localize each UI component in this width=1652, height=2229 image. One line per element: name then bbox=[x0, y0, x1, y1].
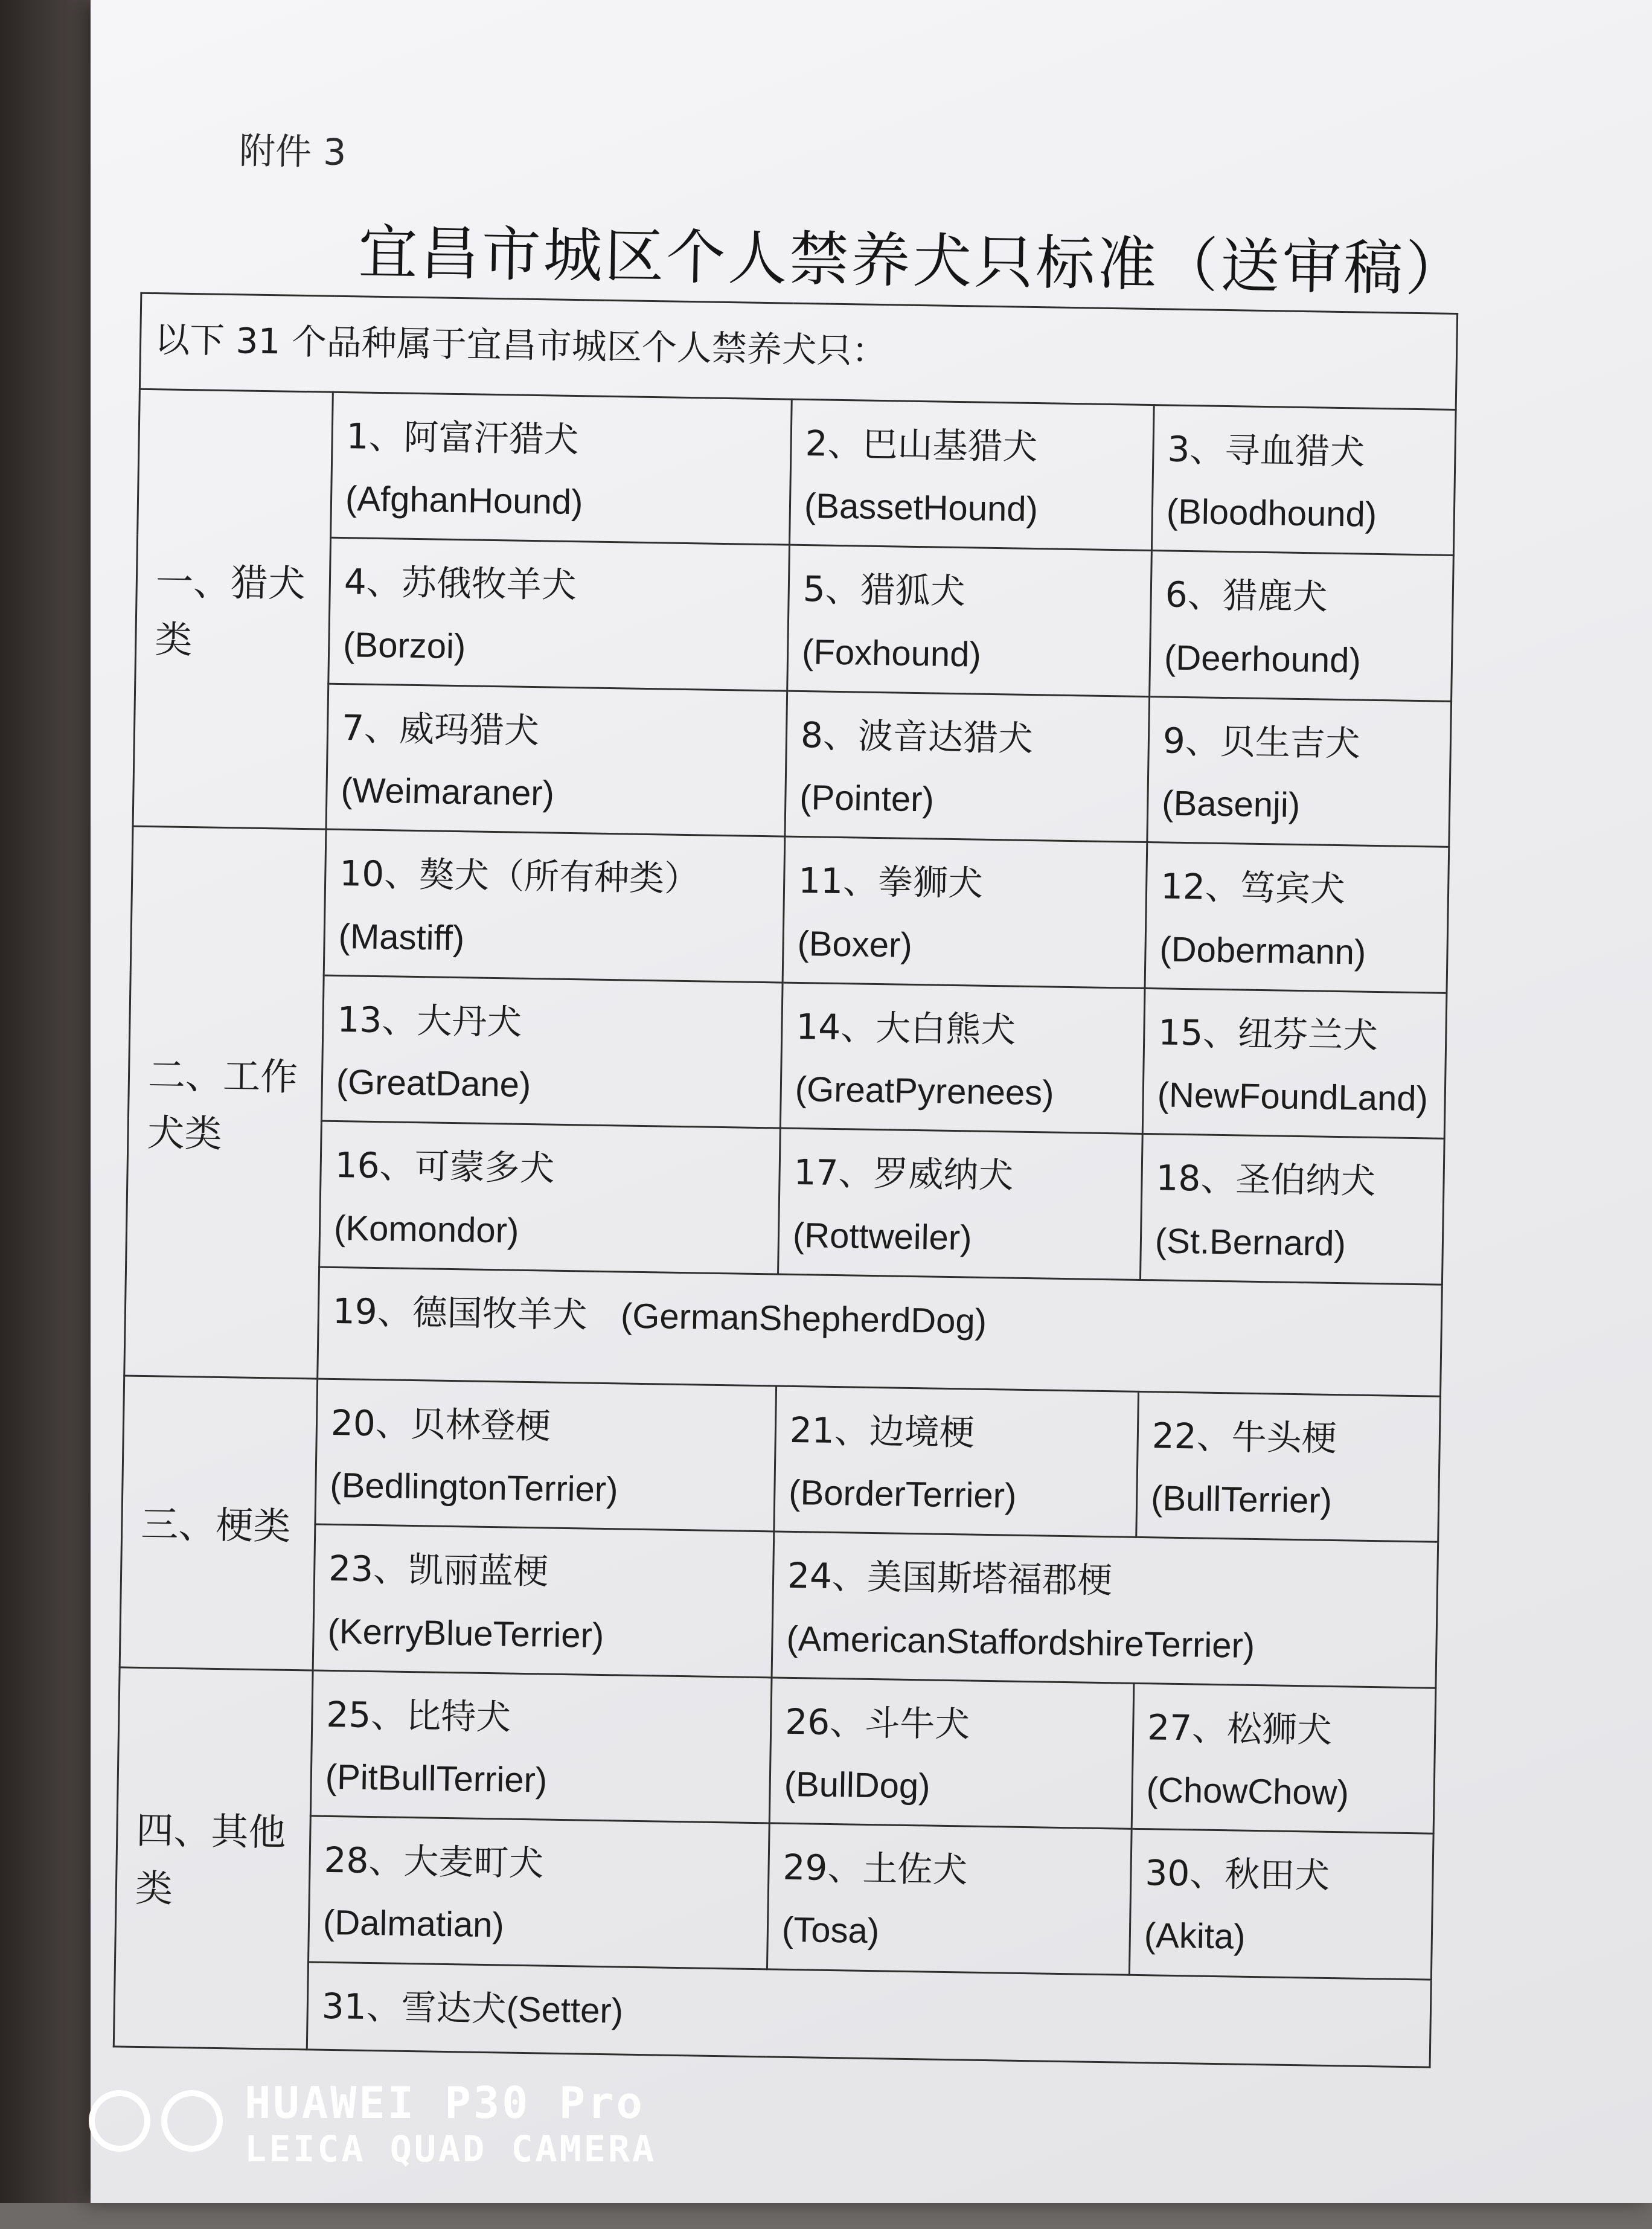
breed-cell bbox=[767, 1823, 1132, 1975]
breed-cn: 14、大白熊犬 bbox=[795, 1005, 1016, 1051]
table-row bbox=[122, 1376, 1441, 1542]
breed-en: (Deerhound) bbox=[1164, 638, 1362, 681]
breed-cn: 26、斗牛犬 bbox=[784, 1701, 970, 1745]
breed-en: (BullTerrier) bbox=[1150, 1478, 1333, 1521]
breed-cn: 23、凯丽蓝梗 bbox=[328, 1548, 549, 1592]
breed-cell bbox=[1151, 405, 1456, 556]
attachment-label: 附件 3 bbox=[239, 130, 347, 175]
breed-en: (PitBullTerrier) bbox=[325, 1757, 548, 1800]
breed-cell bbox=[787, 545, 1152, 697]
watermark-camera: LEICA QUAD CAMERA bbox=[245, 2128, 657, 2170]
breed-cell bbox=[1142, 988, 1447, 1138]
breed-cn: 27、松狮犬 bbox=[1147, 1706, 1333, 1751]
breed-cn: 29、土佐犬 bbox=[783, 1846, 968, 1891]
table-row bbox=[138, 389, 1456, 556]
breed-cell bbox=[307, 1962, 1431, 2067]
breed-cell bbox=[331, 392, 792, 545]
breed-cn: 6、猎鹿犬 bbox=[1165, 574, 1328, 618]
breed-en: (Bloodhound) bbox=[1166, 492, 1377, 535]
breed-en: (BullDog) bbox=[784, 1764, 930, 1806]
table-row bbox=[128, 972, 1447, 1139]
breed-cell bbox=[1136, 1391, 1441, 1542]
breed-cn: 10、獒犬（所有种类） bbox=[339, 853, 700, 900]
breed-cn: 16、可蒙多犬 bbox=[335, 1144, 555, 1190]
breed-en: (Boxer) bbox=[797, 923, 913, 965]
breed-cell bbox=[774, 1386, 1139, 1538]
breed-en: (Borzoi) bbox=[342, 624, 466, 666]
breed-cell bbox=[315, 1379, 776, 1531]
intro-text: 以下 31 个品种属于宜昌市城区个人禁养犬只： bbox=[139, 293, 1457, 409]
category-label: 四、其他类 bbox=[114, 1667, 313, 2050]
breed-cn: 31、雪达犬 bbox=[321, 1985, 507, 2030]
breed-cell bbox=[1145, 842, 1449, 993]
breed-en: (Dalmatian) bbox=[322, 1903, 505, 1945]
table-row bbox=[135, 535, 1454, 702]
breed-en: (GermanShepherdDog) bbox=[620, 1296, 987, 1341]
breed-en: (Foxhound) bbox=[801, 632, 982, 675]
breed-cn: 11、拳狮犬 bbox=[798, 860, 984, 905]
breed-en: (Pointer) bbox=[799, 778, 935, 819]
breed-en: (St.Bernard) bbox=[1154, 1220, 1346, 1263]
breed-en: (Rottweiler) bbox=[792, 1215, 973, 1258]
breed-en: (GreatDane) bbox=[336, 1062, 531, 1105]
breed-cn: 1、阿富汗猎犬 bbox=[346, 415, 580, 461]
document-title: 宜昌市城区个人禁养犬只标准（送审稿） bbox=[357, 218, 1468, 305]
breed-cn: 24、美国斯塔福郡梗 bbox=[787, 1555, 1113, 1602]
breed-cell bbox=[769, 1678, 1134, 1829]
breed-cell bbox=[1132, 1683, 1436, 1833]
breed-cell bbox=[1147, 696, 1452, 847]
breed-en: (AmericanStaffordshireTerrier) bbox=[786, 1618, 1255, 1666]
table-row bbox=[117, 1667, 1436, 1834]
watermark-model: HUAWEI P30 Pro bbox=[245, 2077, 645, 2128]
breed-cn: 13、大丹犬 bbox=[337, 998, 522, 1043]
breed-en: (Akita) bbox=[1144, 1916, 1246, 1957]
breed-cell bbox=[310, 1670, 772, 1823]
camera-lens-logo-icon bbox=[85, 2085, 235, 2157]
table-row bbox=[124, 1264, 1442, 1396]
breed-en: (Mastiff) bbox=[338, 916, 465, 958]
breed-cn: 12、笃宾犬 bbox=[1160, 865, 1346, 910]
breed-en: (Setter) bbox=[506, 1989, 624, 2031]
breed-cell bbox=[313, 1524, 774, 1677]
table-row bbox=[126, 1118, 1445, 1284]
table-row bbox=[133, 681, 1452, 847]
category-label: 一、猎犬类 bbox=[133, 389, 333, 829]
breed-cn: 25、比特犬 bbox=[325, 1693, 511, 1738]
breed-cell bbox=[1140, 1134, 1444, 1284]
breed-cell bbox=[1150, 551, 1454, 701]
breed-cell bbox=[326, 684, 787, 836]
breed-cell bbox=[321, 975, 783, 1128]
breed-cn: 15、纽芬兰犬 bbox=[1157, 1012, 1378, 1056]
category-label: 二、工作犬类 bbox=[124, 827, 326, 1379]
breed-cell bbox=[772, 1531, 1438, 1688]
breed-en: (Dobermann) bbox=[1159, 929, 1366, 972]
breed-cell bbox=[309, 1816, 770, 1969]
breed-cn: 28、大麦町犬 bbox=[324, 1839, 544, 1884]
breed-cn: 22、牛头梗 bbox=[1151, 1415, 1337, 1459]
breed-en: (ChowChow) bbox=[1146, 1770, 1349, 1813]
breed-cell bbox=[789, 399, 1154, 551]
breed-en: (Komondor) bbox=[333, 1208, 519, 1251]
breed-en: (AfghanHound) bbox=[345, 479, 583, 522]
breed-en: (KerryBlueTerrier) bbox=[327, 1611, 604, 1655]
table-row bbox=[115, 1813, 1434, 1980]
breed-cell bbox=[324, 830, 785, 983]
table-row bbox=[130, 827, 1449, 993]
breed-en: (Basenji) bbox=[1161, 783, 1301, 826]
breed-en: (BedlingtonTerrier) bbox=[329, 1465, 618, 1510]
breed-cell bbox=[328, 538, 790, 691]
breed-en: (BassetHound) bbox=[804, 486, 1039, 530]
breed-cell bbox=[318, 1267, 1442, 1396]
breed-cn: 30、秋田犬 bbox=[1144, 1852, 1330, 1897]
breed-cn: 17、罗威纳犬 bbox=[793, 1152, 1014, 1196]
breed-cell bbox=[780, 983, 1145, 1134]
breed-table bbox=[113, 292, 1458, 2068]
breed-cn: 19、德国牧羊犬 bbox=[332, 1290, 588, 1336]
breed-cn: 18、圣伯纳犬 bbox=[1156, 1157, 1376, 1202]
breed-en: (BorderTerrier) bbox=[788, 1472, 1017, 1516]
breed-cell bbox=[783, 836, 1147, 988]
breed-cell bbox=[785, 691, 1150, 842]
breed-cn: 9、贝生吉犬 bbox=[1162, 720, 1361, 765]
breed-cn: 4、苏俄牧羊犬 bbox=[344, 561, 577, 606]
breed-en: (Tosa) bbox=[781, 1910, 880, 1951]
breed-en: (GreatPyrenees) bbox=[795, 1070, 1055, 1113]
table-row bbox=[120, 1521, 1438, 1688]
breed-cn: 5、猎狐犬 bbox=[802, 568, 966, 612]
breed-cn: 2、巴山基猎犬 bbox=[805, 423, 1039, 468]
breed-cn: 20、贝林登梗 bbox=[330, 1402, 551, 1447]
breed-cell bbox=[1129, 1829, 1433, 1980]
breed-cn: 21、边境梗 bbox=[789, 1409, 975, 1454]
breed-cn: 8、波音达猎犬 bbox=[800, 714, 1034, 759]
breed-cell bbox=[778, 1128, 1143, 1280]
breed-cn: 3、寻血猎犬 bbox=[1167, 428, 1365, 473]
breed-en: (NewFoundLand) bbox=[1157, 1075, 1429, 1119]
category-label: 三、梗类 bbox=[120, 1376, 318, 1670]
breed-cn: 7、威玛猎犬 bbox=[341, 707, 540, 752]
breed-cell bbox=[319, 1121, 781, 1274]
breed-en: (Weimaraner) bbox=[341, 771, 555, 813]
